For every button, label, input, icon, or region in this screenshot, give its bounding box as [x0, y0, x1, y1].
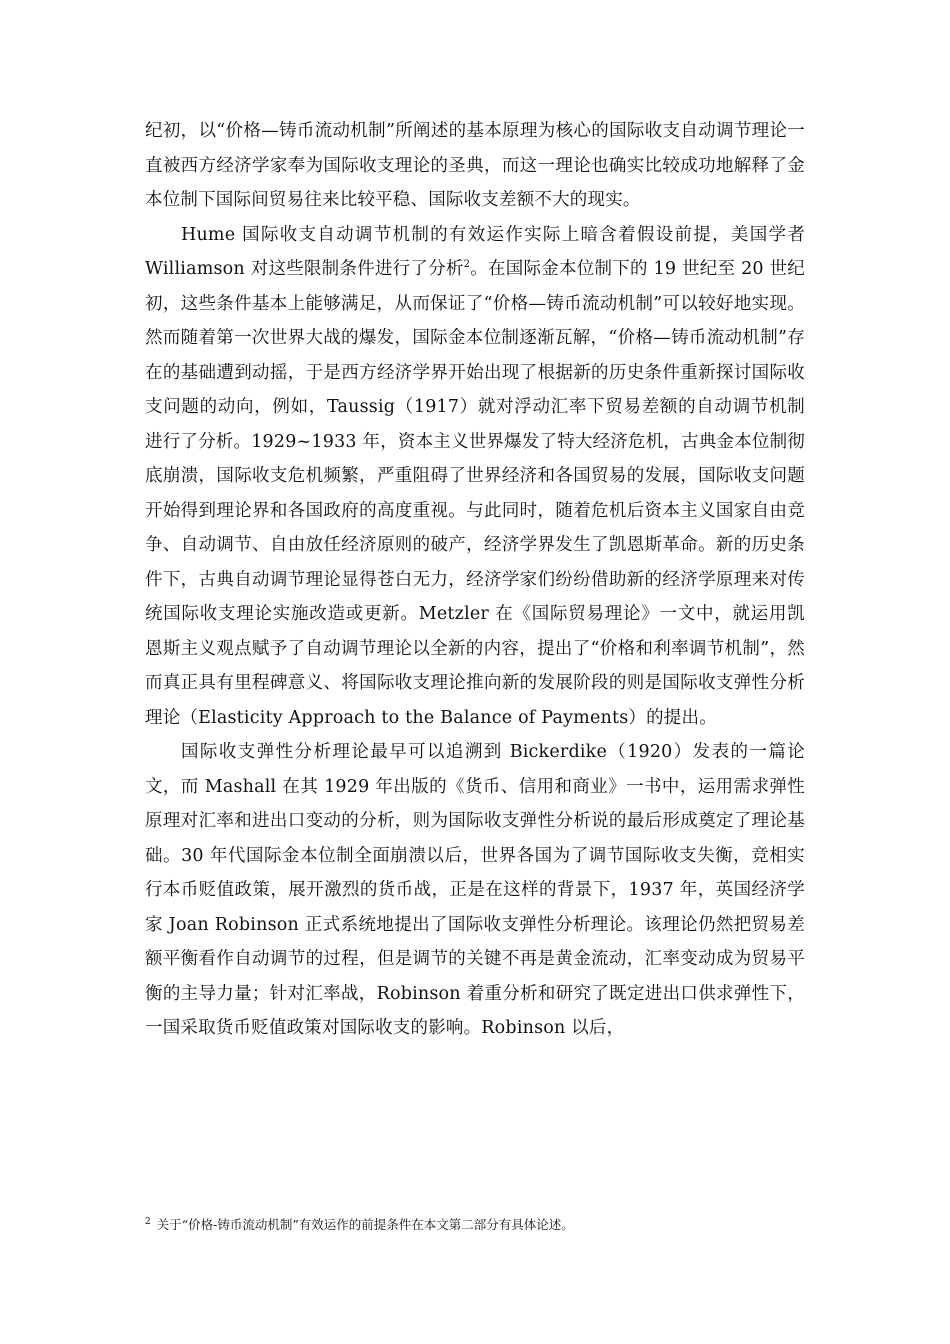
- footnote: [145, 1213, 805, 1234]
- paragraph-2-text-start: Hume 国际收支自动调节机制的有效运作实际上暗含着假设前提，美国学者 Williamson 对这些限制条件进行了分析: [145, 224, 805, 279]
- paragraph-2: [145, 218, 805, 736]
- paragraph-1: [145, 114, 805, 218]
- paragraph-3-text: 国际收支弹性分析理论最早可以追溯到 Bickerdike（1920）发表的一篇论文，而 Mashall 在其 1929 年出版的《货币、信用和商业》一书中，运用需求弹性原理对汇率和进出口变动的分析，则为国际收支弹性分析说的最后形成奠定了理论基础。30 年代国际金本位制全面崩溃以后，世界各国为了调节国际收支失衡，竞相实行本币贬值政策，展开激烈的货币战，正是在这样的背景下，1937 年，英国经济学家 Joan Robinson 正式系统地提出了国际收支弹性分析理论。该理论仍然把贸易差额平衡看作自动调节的过程，但是调节的关键不再是黄金流动，汇率变动成为贸易平衡的主导力量；针对汇率战，Robinson 着重分析和研究了既定进出口供求弹性下，一国采取货币贬值政策对国际收支的影响。Robinson 以后，: [145, 742, 805, 1038]
- paragraph-1-text: 纪初，以“价格—铸币流动机制”所阐述的基本原理为核心的国际收支自动调节理论一直被西方经济学家奉为国际收支理论的圣典，而这一理论也确实比较成功地解释了金本位制下国际间贸易往来比较平稳、国际收支差额不大的现实。: [145, 121, 805, 210]
- paragraph-2-text-end: 。在国际金本位制下的 19 世纪至 20 世纪初，这些条件基本上能够满足，从而保证了“价格—铸币流动机制”可以较好地实现。然而随着第一次世界大战的爆发，国际金本位制逐渐瓦解，“价格—铸币流动机制”存在的基础遭到动摇，于是西方经济学界开始出现了根据新的历史条件重新探讨国际收支问题的动向，例如，Taussig（1917）就对浮动汇率下贸易差额的自动调节机制进行了分析。1929~1933 年，资本主义世界爆发了特大经济危机，古典金本位制彻底崩溃，国际收支危机频繁，严重阻碍了世界经济和各国贸易的发展，国际收支问题开始得到理论界和各国政府的高度重视。与此同时，随着危机后资本主义国家自由竞争、自动调节、自由放任经济原则的破产，经济学界发生了凯恩斯革命。新的历史条件下，古典自动调节理论显得苍白无力，经济学家们纷纷借助新的经济学原理来对传统国际收支理论实施改造或更新。Metzler 在《国际贸易理论》一文中，就运用凯恩斯主义观点赋予了自动调节理论以全新的内容，提出了“价格和利率调节机制”，然而真正具有里程碑意义、将国际收支理论推向新的发展阶段的则是国际收支弹性分析理论（Elasticity Approach to the Balance of Payments）的提出。: [145, 259, 805, 728]
- footnote-reference[interactable]: 2: [463, 259, 471, 271]
- paragraph-3: [145, 735, 805, 1046]
- footnote-number: 2: [145, 1217, 151, 1227]
- body-text: [145, 114, 805, 1046]
- footnote-text: 关于“价格-铸币流动机制”有效运作的前提条件在本文第二部分有具体论述。: [156, 1217, 574, 1233]
